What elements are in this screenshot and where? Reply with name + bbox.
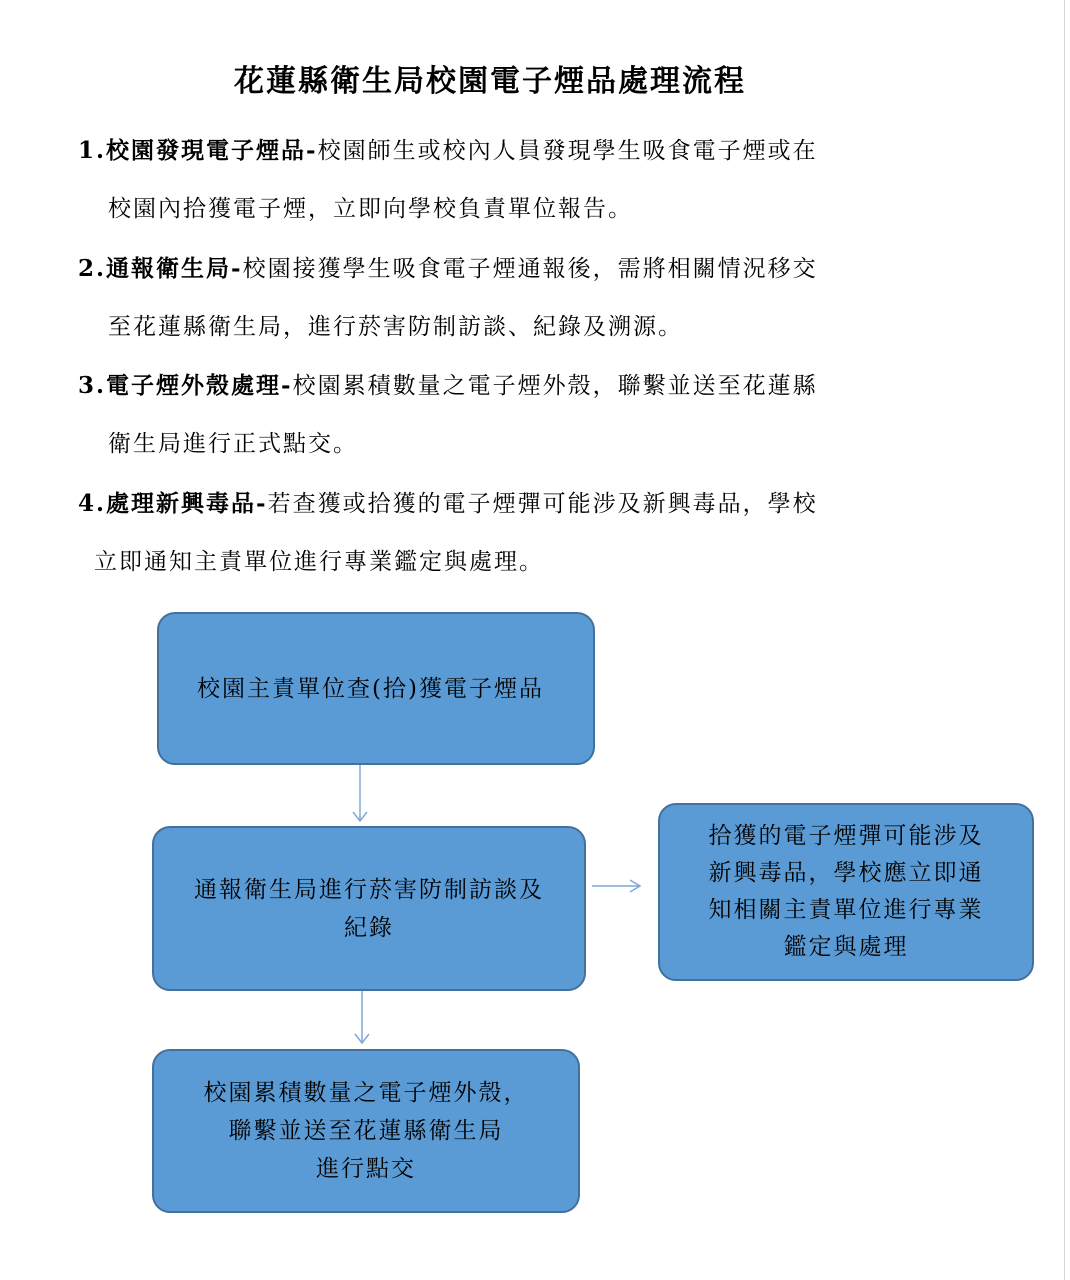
step-4-paragraph — [78, 475, 898, 591]
step-3-line-1 — [78, 357, 898, 415]
step-4-text-1: 若查獲或拾獲的電子煙彈可能涉及新興毒品，學校 — [267, 491, 818, 517]
step-1-paragraph — [78, 122, 898, 238]
step-3-line-2: 衛生局進行正式點交。 — [108, 431, 358, 457]
step-2-paragraph — [78, 240, 898, 356]
step-1-line-1 — [78, 122, 898, 180]
step-4-heading: 4.處理新興毒品- — [78, 490, 268, 517]
flow-box-casing-handover — [152, 1049, 580, 1213]
flow-box-report-line-2: 紀錄 — [344, 914, 394, 941]
step-4-line-1 — [78, 475, 898, 533]
flow-box-drugs-line-4: 鑑定與處理 — [783, 934, 909, 960]
step-2-text-1: 校園接獲學生吸食電子煙通報後，需將相關情況移交 — [242, 256, 818, 282]
page-title: 花蓮縣衛生局校園電子煙品處理流程 — [234, 64, 746, 99]
step-4-line-2: 立即通知主責單位進行專業鑑定與處理。 — [94, 549, 544, 575]
flow-box-report-health-bureau — [152, 826, 586, 991]
step-1-text-1: 校園師生或校內人員發現學生吸食電子煙或在 — [317, 138, 818, 164]
flow-box-drugs-line-1: 拾獲的電子煙彈可能涉及 — [708, 823, 984, 849]
flow-box-new-drugs — [658, 803, 1034, 981]
step-2-heading: 2.通報衛生局- — [78, 255, 243, 282]
flow-box-casing-line-2: 聯繫並送至花蓮縣衛生局 — [228, 1118, 504, 1144]
flow-box-discovery-line-1: 校園主責單位查(拾)獲電子煙品 — [197, 675, 544, 702]
step-3-text-1: 校園累積數量之電子煙外殼，聯繫並送至花蓮縣 — [292, 373, 818, 399]
step-2-line-2: 至花蓮縣衛生局，進行菸害防制訪談、紀錄及溯源。 — [108, 314, 683, 340]
arrow-right-icon — [590, 876, 642, 896]
flow-box-report-line-1: 通報衛生局進行菸害防制訪談及 — [194, 876, 544, 903]
flow-box-casing-line-3: 進行點交 — [316, 1156, 416, 1182]
flow-box-drugs-line-3: 知相關主責單位進行專業 — [708, 897, 984, 923]
step-3-paragraph — [78, 357, 898, 473]
step-2-line-1 — [78, 240, 898, 298]
arrow-down-2-icon — [352, 991, 372, 1047]
flow-box-discovery — [157, 612, 595, 765]
flow-box-drugs-line-2: 新興毒品，學校應立即通 — [708, 860, 984, 886]
step-3-heading: 3.電子煙外殼處理- — [78, 372, 293, 399]
arrow-down-1-icon — [350, 765, 370, 825]
page-edge-divider — [1064, 0, 1065, 1280]
flow-box-casing-line-1: 校園累積數量之電子煙外殼， — [203, 1080, 529, 1106]
step-1-line-2: 校園內拾獲電子煙，立即向學校負責單位報告。 — [108, 196, 633, 222]
step-1-heading: 1.校園發現電子煙品- — [78, 137, 318, 164]
